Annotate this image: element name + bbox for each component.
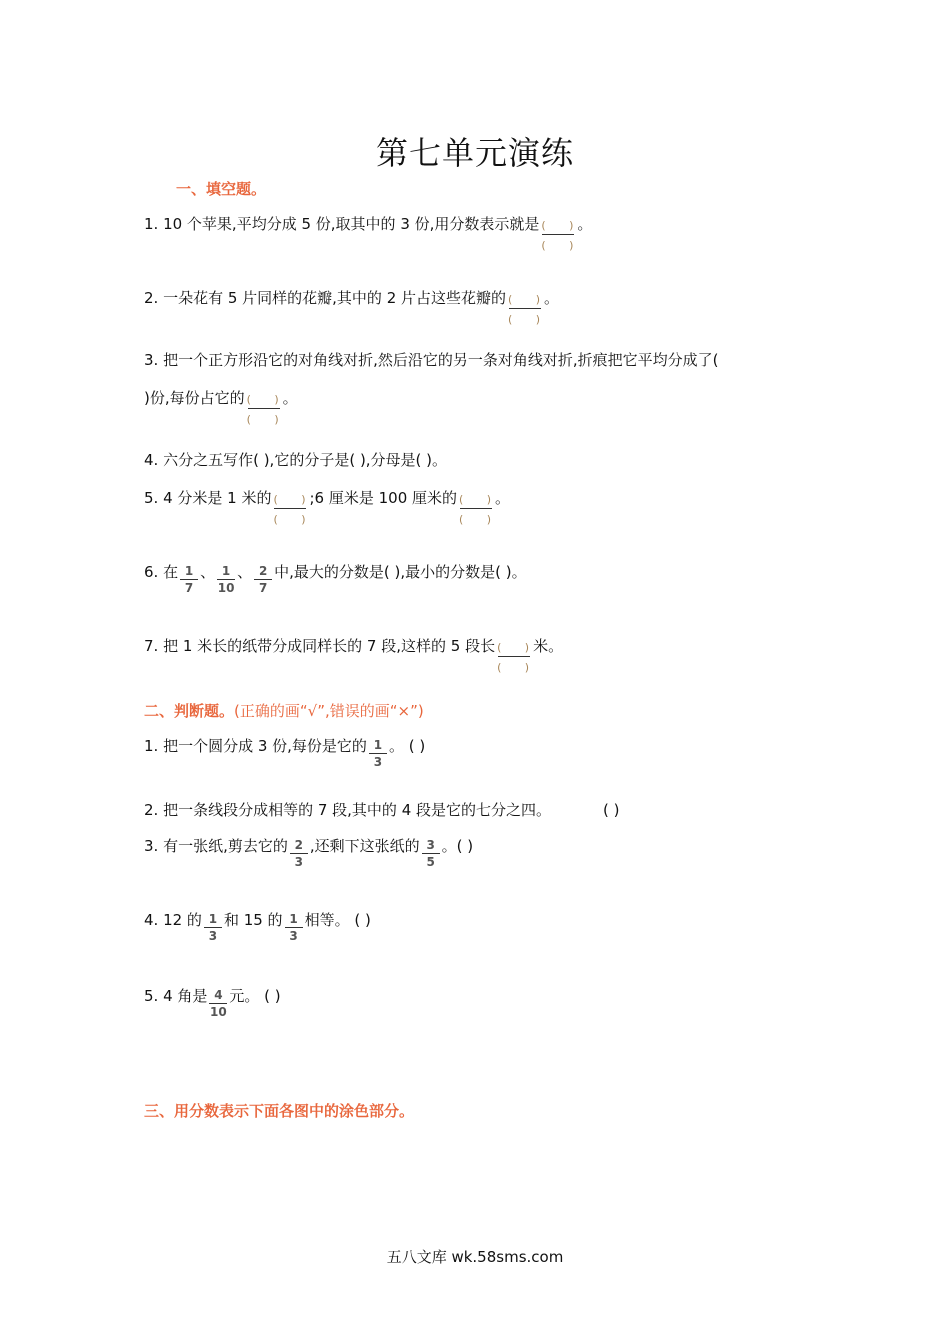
question-1-end: 。 [577, 215, 593, 233]
judgement-5-answer[interactable]: 元。 ( ) [229, 987, 281, 1005]
question-6-prefix: 6. 在 [144, 563, 179, 581]
judgement-2 [144, 800, 620, 820]
judgement-5-text: 5. 4 角是 [144, 987, 208, 1005]
judgement-1 [144, 736, 426, 769]
judgement-1-text: 1. 把一个圆分成 3 份,每份是它的 [144, 737, 367, 755]
judgement-5 [144, 986, 281, 1019]
question-2-end: 。 [544, 289, 560, 307]
question-5 [144, 488, 510, 508]
section-2-note: (正确的画“√”,错误的画“×”) [234, 702, 424, 720]
question-1-text: 1. 10 个苹果,平均分成 5 份,取其中的 3 份,用分数表示就是 [144, 215, 540, 233]
answer-blank-fraction[interactable] [457, 488, 495, 508]
judgement-2-answer[interactable]: ( ) [603, 801, 620, 819]
judgement-3 [144, 836, 474, 869]
question-4: 4. 六分之五写作( ),它的分子是( ),分母是( )。 [144, 451, 448, 469]
judgement-1-answer[interactable]: 。 ( ) [388, 737, 426, 755]
section-3-heading: 三、用分数表示下面各图中的涂色部分。 [144, 1102, 415, 1120]
fraction: $\frac{2}{7}$ [252, 562, 274, 582]
fraction: $\frac{2}{3}$ [288, 836, 310, 856]
answer-blank-fraction[interactable] [245, 388, 283, 408]
page-title: 第七单元演练 [375, 134, 574, 172]
section-2-title: 二、判断题。 [144, 702, 235, 720]
answer-blank-fraction[interactable] [495, 636, 533, 656]
judgement-3-middle: ,还剩下这张纸的 [309, 837, 420, 855]
fraction: $\frac{4}{10}$ [210, 988, 227, 1019]
question-6 [144, 562, 527, 595]
judgement-4-text: 4. 12 的 [144, 911, 202, 929]
question-7-end: 米。 [533, 637, 564, 655]
answer-blank-fraction[interactable] [539, 214, 577, 234]
question-7-text: 7. 把 1 米长的纸带分成同样长的 7 段,这样的 5 段长 [144, 637, 496, 655]
section-2-heading [144, 700, 424, 721]
fraction: $\frac{1}{10}$ [217, 564, 235, 595]
question-5-end: 。 [495, 489, 511, 507]
answer-blank-fraction[interactable] [271, 488, 309, 508]
question-7 [144, 636, 563, 656]
judgement-4-middle: 和 15 的 [223, 911, 283, 929]
fraction: $\frac{3}{5}$ [420, 836, 442, 856]
fraction: $\frac{1}{7}$ [178, 562, 200, 582]
question-2 [144, 288, 559, 308]
fraction: $\frac{1}{3}$ [367, 736, 389, 756]
question-5-part-2: ;6 厘米是 100 厘米的 [309, 489, 458, 507]
fraction: $\frac{1}{3}$ [283, 910, 305, 930]
footer-watermark: 五八文库 wk.58sms.com [386, 1248, 564, 1266]
question-2-text: 2. 一朵花有 5 片同样的花瓣,其中的 2 片占这些花瓣的 [144, 289, 507, 307]
question-5-part-1: 5. 4 分米是 1 米的 [144, 489, 272, 507]
judgement-3-text: 3. 有一张纸,剪去它的 [144, 837, 288, 855]
question-3-text: )份,每份占它的 [144, 389, 245, 407]
question-6-suffix: 中,最大的分数是( ),最小的分数是( )。 [274, 563, 527, 581]
judgement-4-answer[interactable]: 相等。 ( ) [304, 911, 371, 929]
separator: 、 [200, 563, 216, 581]
section-1-heading: 一、填空题。 [176, 180, 267, 198]
question-3-line-2 [144, 388, 298, 408]
fraction: $\frac{1}{3}$ [202, 910, 224, 930]
question-3-end: 。 [282, 389, 298, 407]
judgement-3-answer[interactable]: 。( ) [441, 837, 474, 855]
separator: 、 [237, 563, 253, 581]
judgement-2-text: 2. 把一条线段分成相等的 7 段,其中的 4 段是它的七分之四。 [144, 801, 552, 819]
question-1 [144, 214, 592, 234]
question-3-line-1: 3. 把一个正方形沿它的对角线对折,然后沿它的另一条对角线对折,折痕把它平均分成了( [144, 351, 719, 369]
answer-blank-fraction[interactable] [506, 288, 544, 308]
judgement-4 [144, 910, 371, 943]
